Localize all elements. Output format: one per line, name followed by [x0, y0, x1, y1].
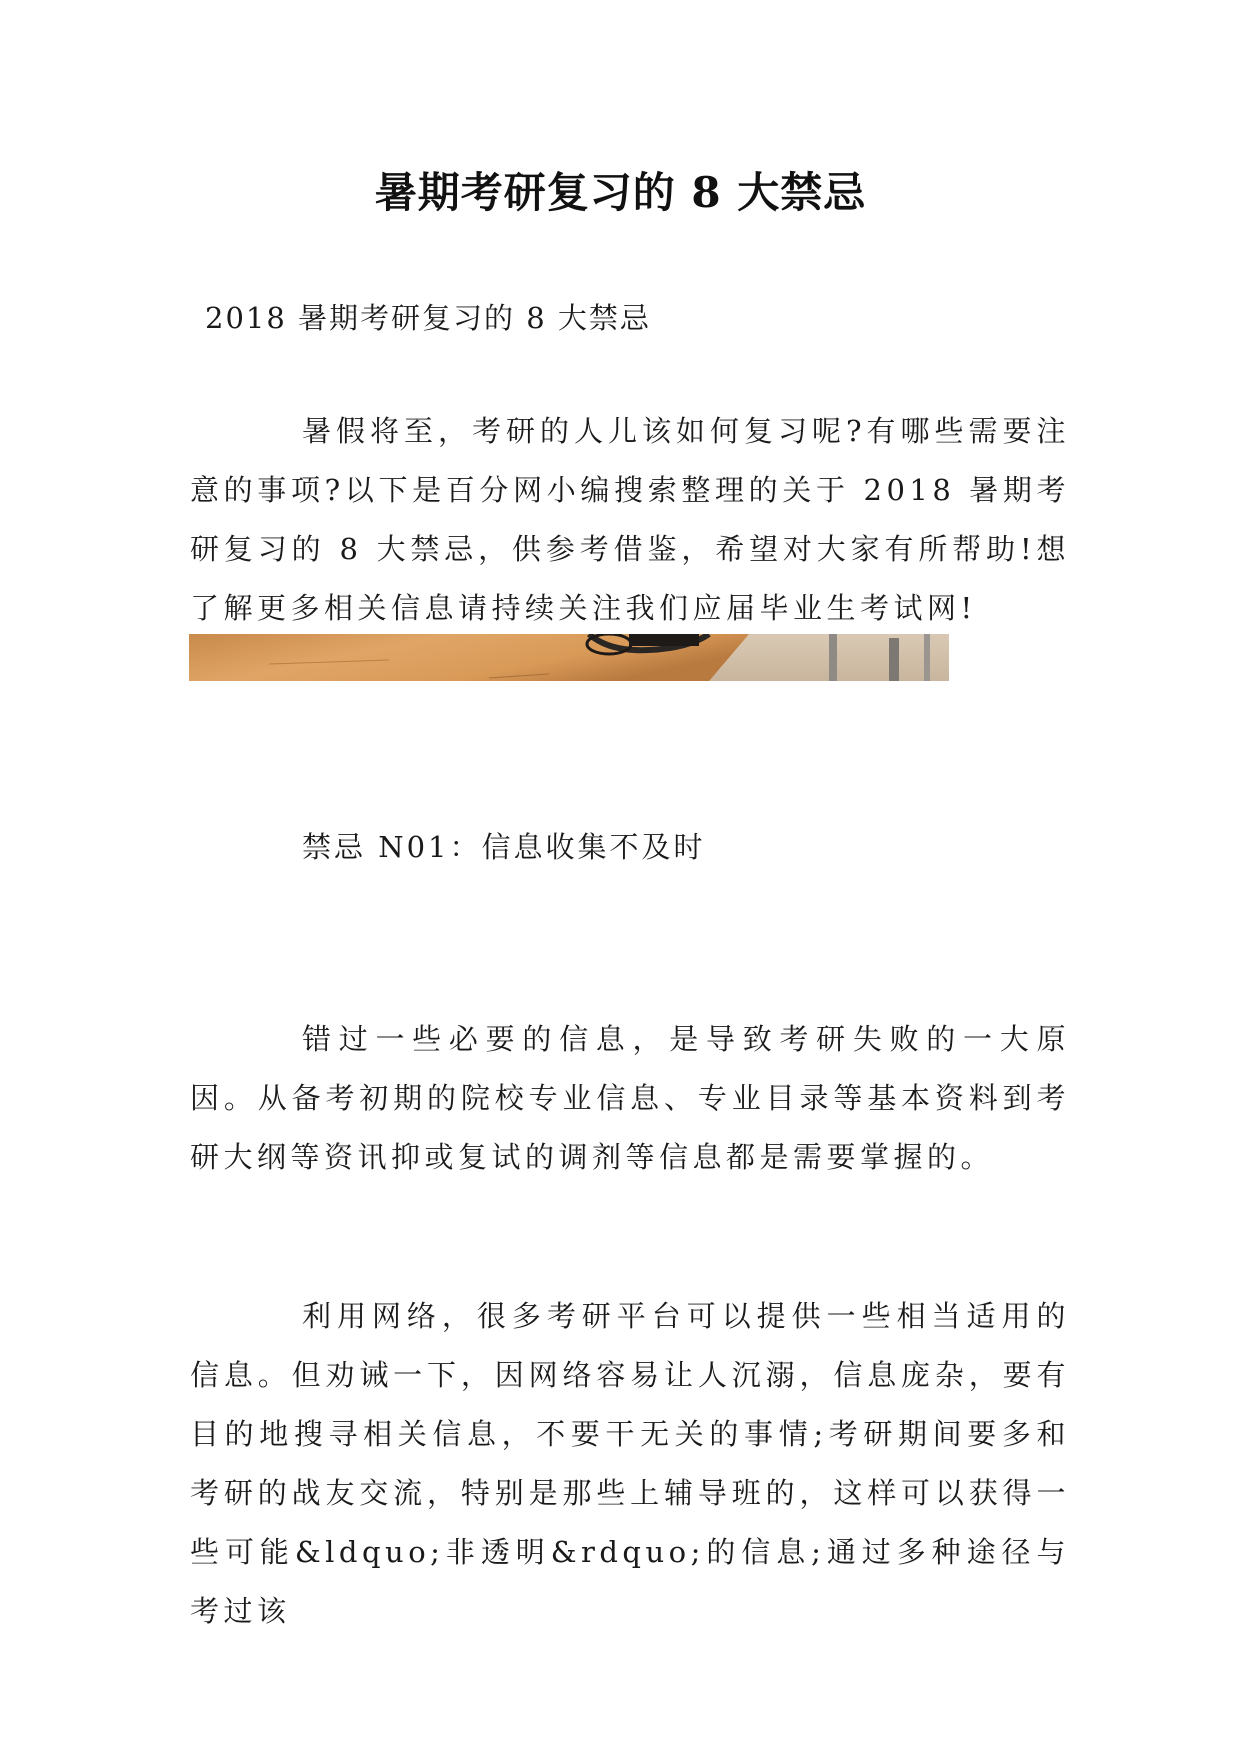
- document-title: 暑期考研复习的 8 大禁忌: [374, 168, 867, 217]
- body-paragraph: 错过一些必要的信息，是导致考研失败的一大原因。从备考初期的院校专业信息、专业目录等基本资料到考研大纲等资讯抑或复试的调剂等信息都是需要掌握的。: [190, 1022, 1070, 1174]
- body-paragraph: 利用网络，很多考研平台可以提供一些相当适用的信息。但劝诫一下，因网络容易让人沉溺，信息庞杂，要有目的地搜寻相关信息，不要干无关的事情;考研期间要多和考研的战友交流，特别是那些上辅导班的，这样可以获得一些可能&ldquo;非透明&rdquo;的信息;通过多种途径与考过该: [190, 1299, 1070, 1628]
- intro-paragraph: 暑假将至，考研的人儿该如何复习呢?有哪些需要注意的事项?以下是百分网小编搜索整理的关于 2018 暑期考研复习的 8 大禁忌，供参考借鉴，希望对大家有所帮助!想了解更多相关信息请持续关注我们应届毕业生考试网!: [190, 414, 1070, 625]
- document-subtitle: 2018 暑期考研复习的 8 大禁忌: [205, 301, 651, 335]
- section-heading: 禁忌 N01：信息收集不及时: [302, 830, 706, 864]
- desk-photo: [189, 634, 949, 681]
